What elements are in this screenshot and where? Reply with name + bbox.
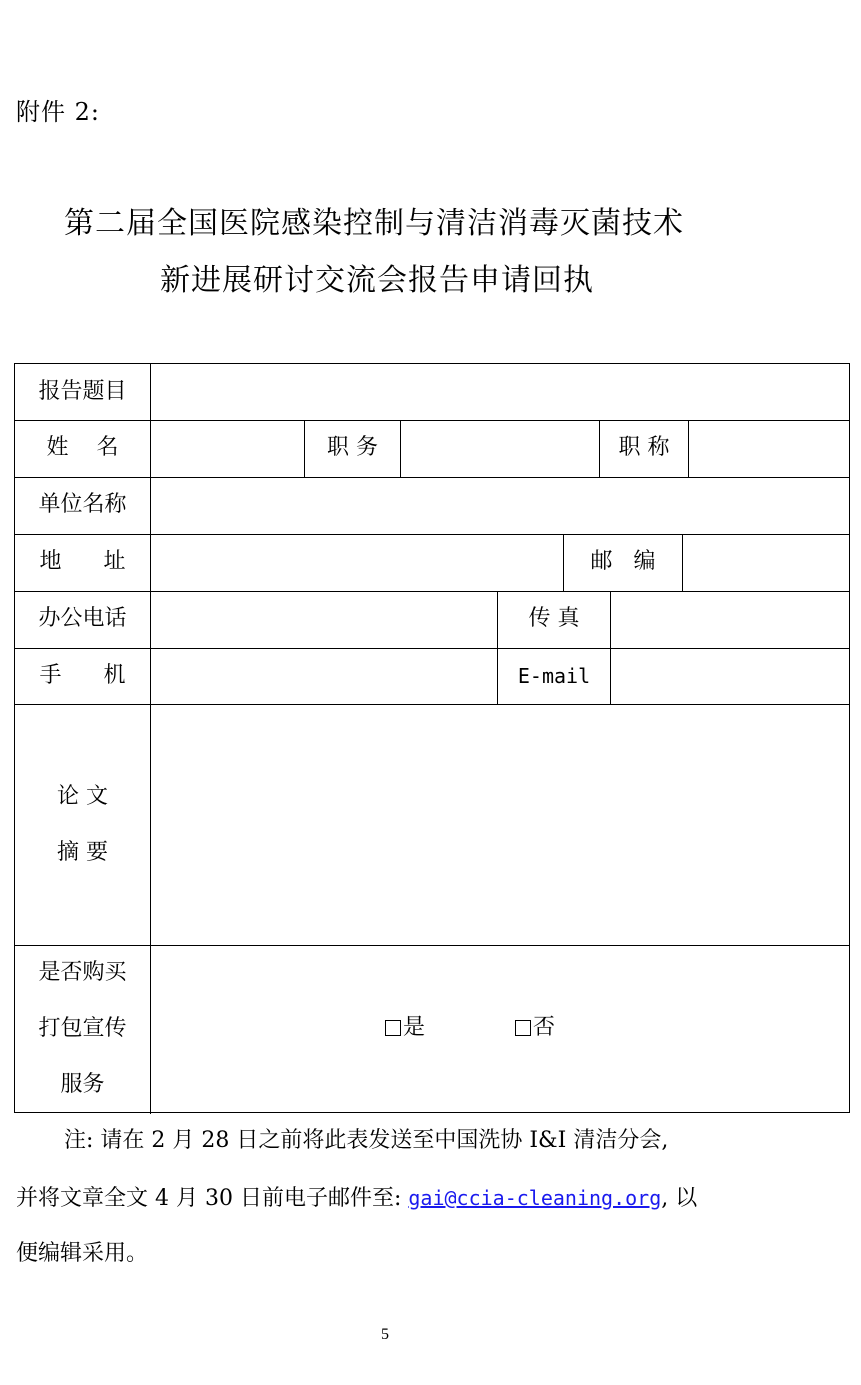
email-link[interactable]: gai@ccia-cleaning.org <box>408 1186 662 1210</box>
option-yes-label: 是 <box>402 1015 425 1041</box>
postcode-label: 邮 编 <box>590 549 656 575</box>
title-line-1: 第二届全国医院感染控制与清洁消毒灭菌技术 <box>64 206 684 241</box>
note-line-2-prefix: 并将文章全文 4 月 30 日前电子邮件至: <box>16 1186 409 1211</box>
mobile-label: 手 机 <box>39 662 126 688</box>
unit-name-label: 单位名称 <box>38 492 127 518</box>
postcode-field[interactable] <box>683 534 849 591</box>
fax-field[interactable] <box>611 591 849 648</box>
abstract-field[interactable] <box>151 704 849 945</box>
abstract-label <box>15 704 150 945</box>
option-no[interactable] <box>515 1015 555 1041</box>
mobile-field[interactable] <box>151 648 497 704</box>
page-number: 5 <box>381 1326 389 1343</box>
report-title-label: 报告题目 <box>38 378 127 404</box>
fax-label: 传 真 <box>528 606 580 632</box>
address-field[interactable] <box>151 534 563 591</box>
position-label: 职 务 <box>327 435 378 461</box>
note-line-2 <box>16 1182 697 1215</box>
office-phone-field[interactable] <box>151 591 497 648</box>
title-line-2: 新进展研讨交流会报告申请回执 <box>160 263 594 298</box>
name-field[interactable] <box>151 420 304 477</box>
address-label: 地 址 <box>39 549 126 575</box>
purchase-service-label <box>15 945 150 1112</box>
option-no-label: 否 <box>533 1015 556 1041</box>
email-label: E-mail <box>517 664 591 688</box>
abstract-label-line2: 摘 要 <box>57 839 108 865</box>
report-title-field[interactable] <box>151 364 849 420</box>
email-field[interactable] <box>611 648 849 704</box>
report-application-form <box>14 363 850 1113</box>
purchase-label-line1: 是否购买 <box>38 959 127 985</box>
purchase-label-line3: 服务 <box>60 1071 105 1097</box>
note-line-1: 注: 请在 2 月 28 日之前将此表发送至中国洗协 I&I 清洁分会, <box>64 1128 669 1153</box>
unit-name-field[interactable] <box>151 477 849 534</box>
purchase-options <box>151 945 849 1112</box>
rank-field[interactable] <box>689 420 849 477</box>
rank-label: 职 称 <box>618 435 670 461</box>
note-line-2-suffix: , 以 <box>661 1186 698 1211</box>
attachment-label: 附件 2: <box>16 98 100 126</box>
name-label: 姓 名 <box>46 435 119 461</box>
position-field[interactable] <box>401 420 599 477</box>
note-line-3: 便编辑采用。 <box>16 1241 149 1266</box>
option-yes[interactable] <box>385 1015 425 1041</box>
checkbox-no[interactable] <box>515 1020 531 1036</box>
purchase-label-line2: 打包宣传 <box>38 1015 127 1041</box>
abstract-label-line1: 论 文 <box>57 783 108 809</box>
office-phone-label: 办公电话 <box>38 606 127 632</box>
checkbox-yes[interactable] <box>385 1020 401 1036</box>
